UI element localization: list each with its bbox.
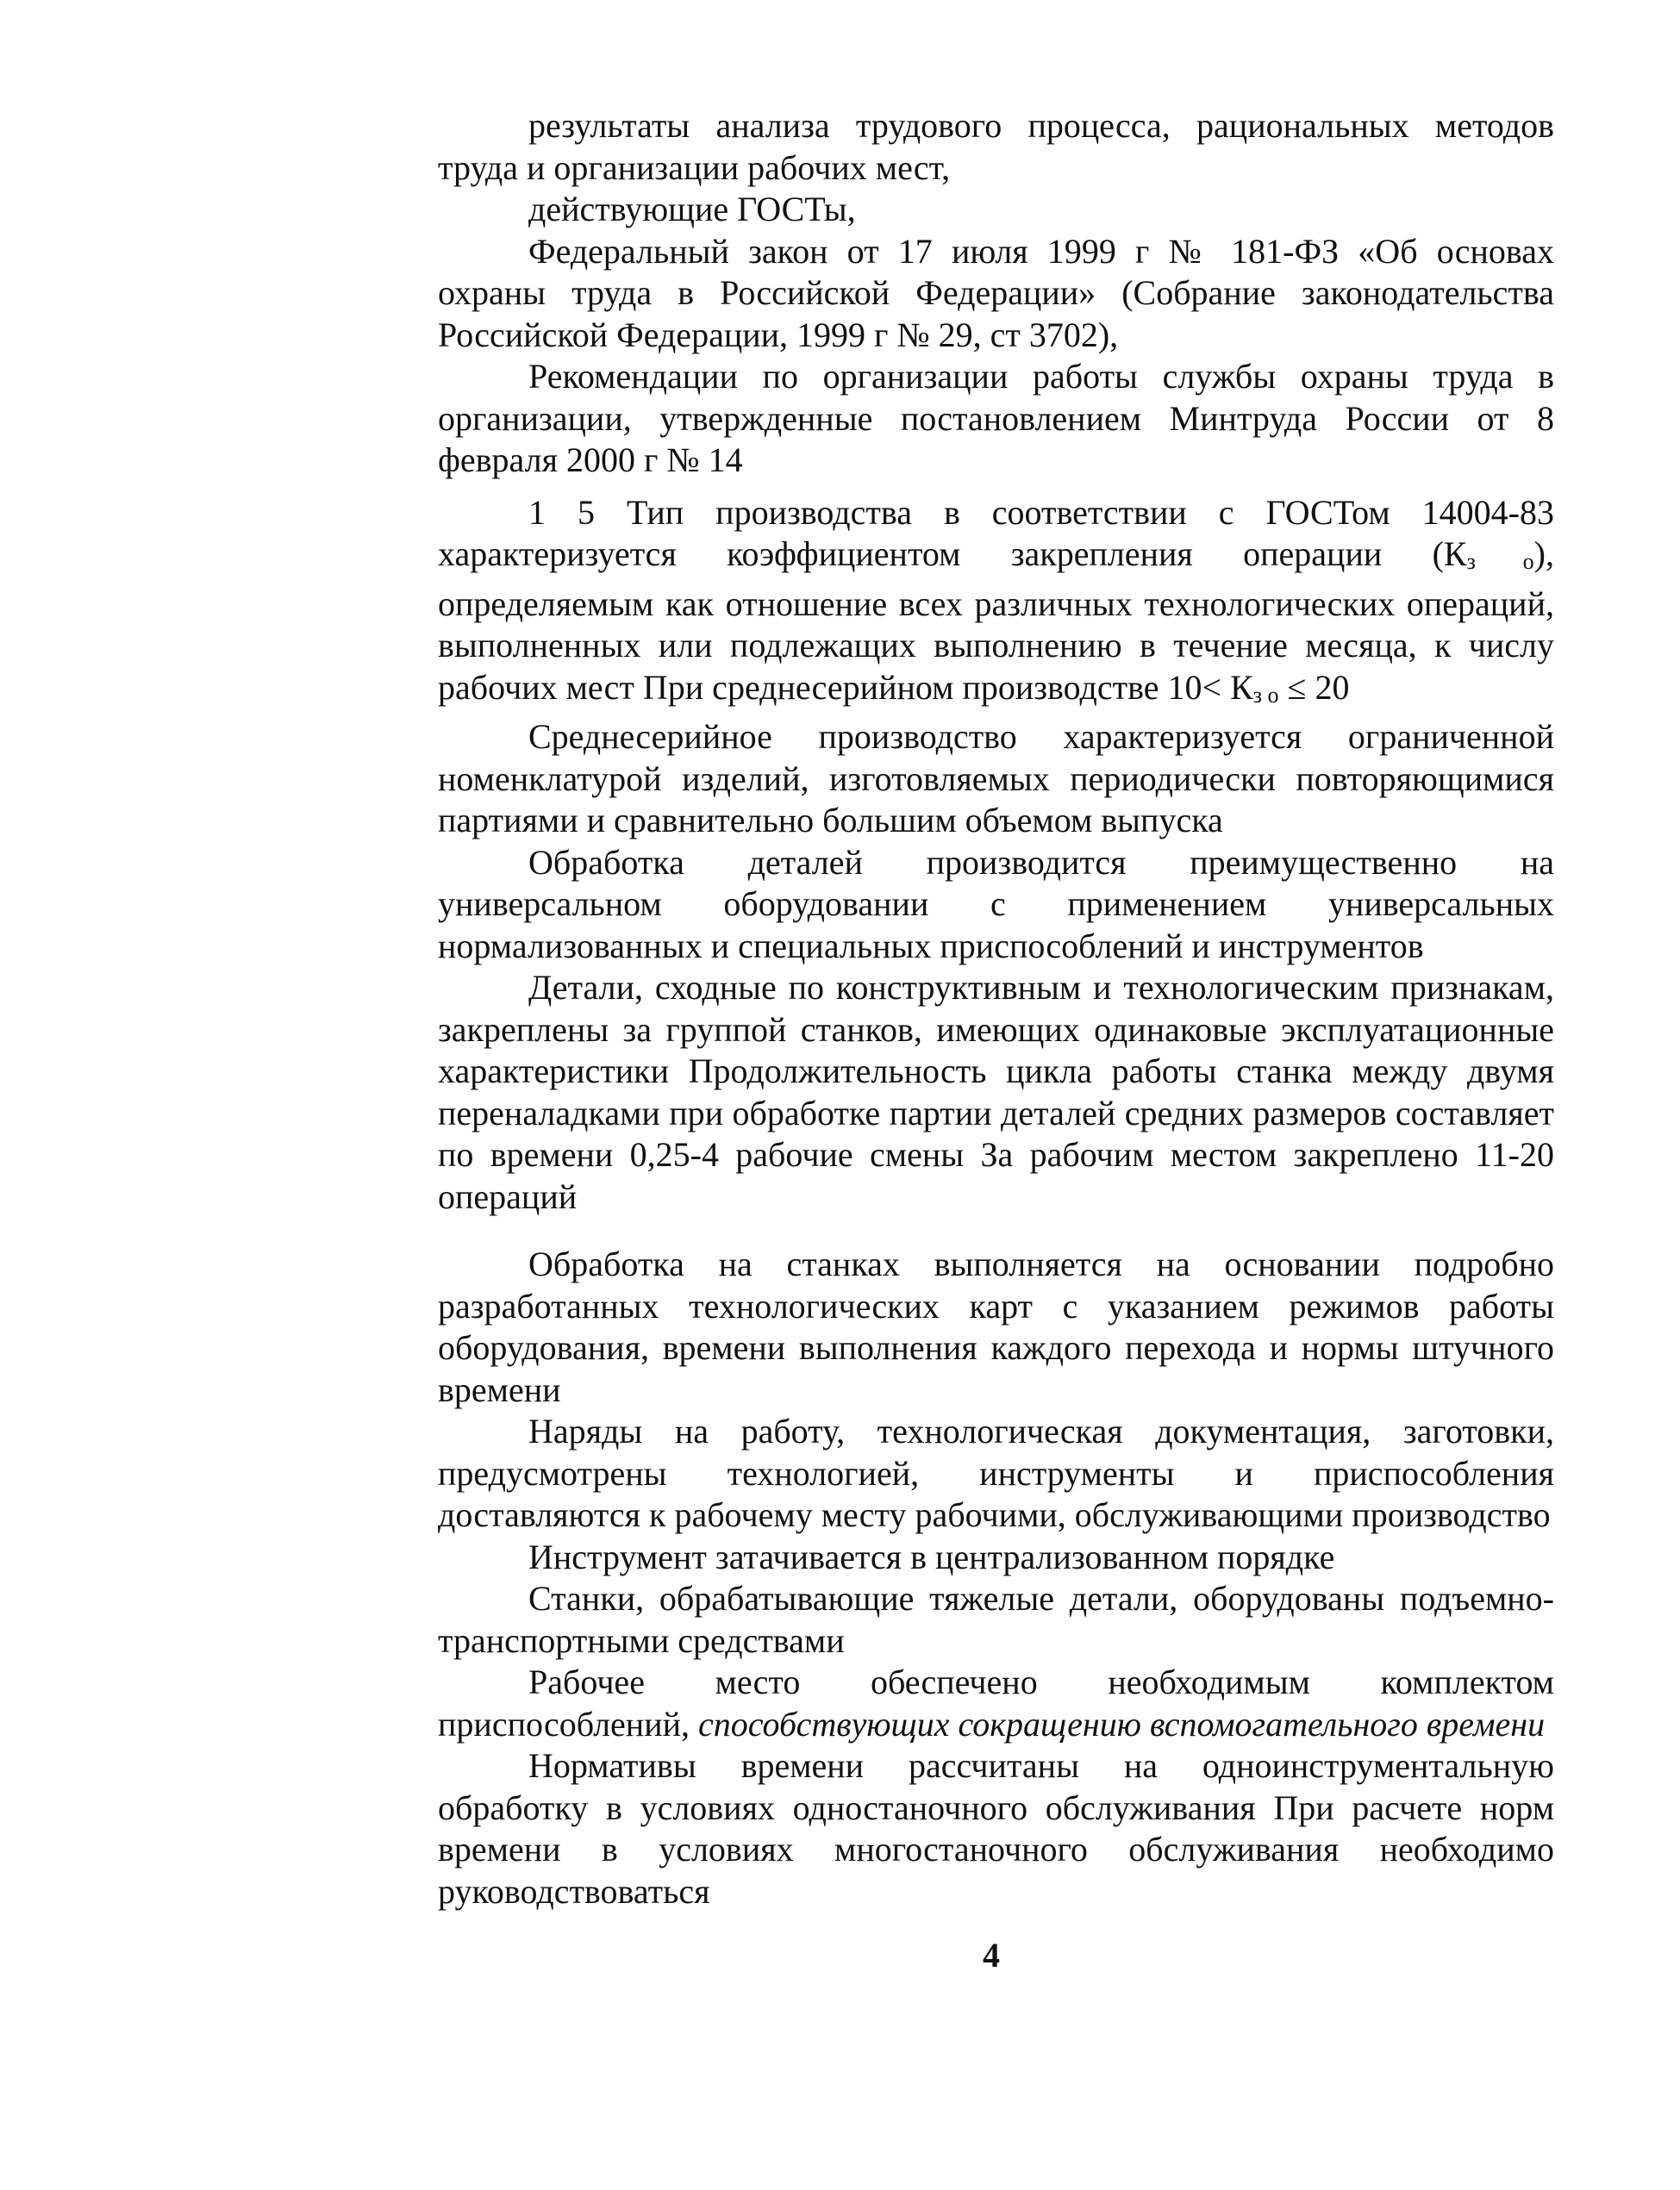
- paragraph-heavy-parts: Станки, обрабатывающие тяжелые детали, оборудованы подъемно-транспортными средствами: [438, 1579, 1554, 1660]
- paragraph-work-orders: Наряды на работу, технологическая документация, заготовки, предусмотрены технологией, инструменты и приспособления доставляются к рабочему месту рабочими, обслуживающими производство: [438, 1412, 1554, 1534]
- paragraph-similar-parts: Детали, сходные по конструктивным и технологическим признакам, закреплены за группой станков, имеющих одинаковые эксплуатационные характеристики Продолжительность цикла работы станка между двумя переналадками при обработке партии деталей средних размеров составляет по времени 0,25-4 рабочие смены За рабочим местом закреплено 11-20 операций: [438, 968, 1554, 1216]
- page-number: 4: [983, 1936, 1000, 1975]
- paragraph-workplace: [438, 1662, 1554, 1745]
- paragraph-technological-cards: Обработка на станках выполняется на основании подробно разработанных технологических карт с указанием режимов работы оборудования, времени выполнения каждого перехода и нормы штучного времени: [438, 1245, 1554, 1409]
- paragraph-gosts: действующие ГОСТы,: [528, 190, 856, 228]
- paragraph-medium-series: Среднесерийное производство характеризуется ограниченной номенклатурой изделий, изготовляемых периодически повторяющимися партиями и сравнительно большим объемом выпуска: [438, 717, 1554, 839]
- workplace-italic-text: способствующих сокращению вспомогательного времени: [698, 1704, 1546, 1744]
- production-type-text-middle: ), определяемым как отношение всех различных технологических операций, выполненных или подлежащих выполнению в течение месяца, к числу рабочих мест При среднесерийном производстве 10< К: [438, 534, 1554, 707]
- paragraph-production-type: [438, 492, 1554, 717]
- paragraph-tool-sharpening: Инструмент затачивается в централизованном порядке: [528, 1537, 1335, 1576]
- paragraph-analysis-results: результаты анализа трудового процесса, рациональных методов труда и организации рабочих мест,: [438, 106, 1554, 187]
- paragraph-time-norms: Нормативы времени рассчитаны на одноинструментальную обработку в условиях одностаночного обслуживания При расчете норм времени в условиях многостаночного обслуживания необходимо руководствоваться: [438, 1746, 1554, 1911]
- body-text: [438, 105, 1554, 1912]
- paragraph-federal-law: Федеральный закон от 17 июля 1999 г № 181-ФЗ «Об основах охраны труда в Российской Федерации» (Собрание законодательства Российской Федерации, 1999 г № 29, ст 3702),: [438, 231, 1554, 354]
- coefficient-subscript: з о: [1466, 549, 1534, 574]
- workplace-text: Рабочее место обеспечено необходимым комплектом приспособлений,: [438, 1663, 1554, 1744]
- production-type-text-end: ≤ 20: [1278, 667, 1350, 707]
- paragraph-recommendations: Рекомендации по организации работы службы охраны труда в организации, утвержденные постановлением Минтруда России от 8 февраля 2000 г № 14: [438, 357, 1554, 479]
- paragraph-processing-equipment: Обработка деталей производится преимущественно на универсальном оборудовании с применением универсальных нормализованных и специальных приспособлений и инструментов: [438, 842, 1554, 965]
- coefficient-subscript-2: з о: [1252, 682, 1279, 708]
- production-type-text-start: 1 5 Тип производства в соответствии с ГОСТом 14004-83 характеризуется коэффициентом закрепления операции (К: [438, 492, 1554, 573]
